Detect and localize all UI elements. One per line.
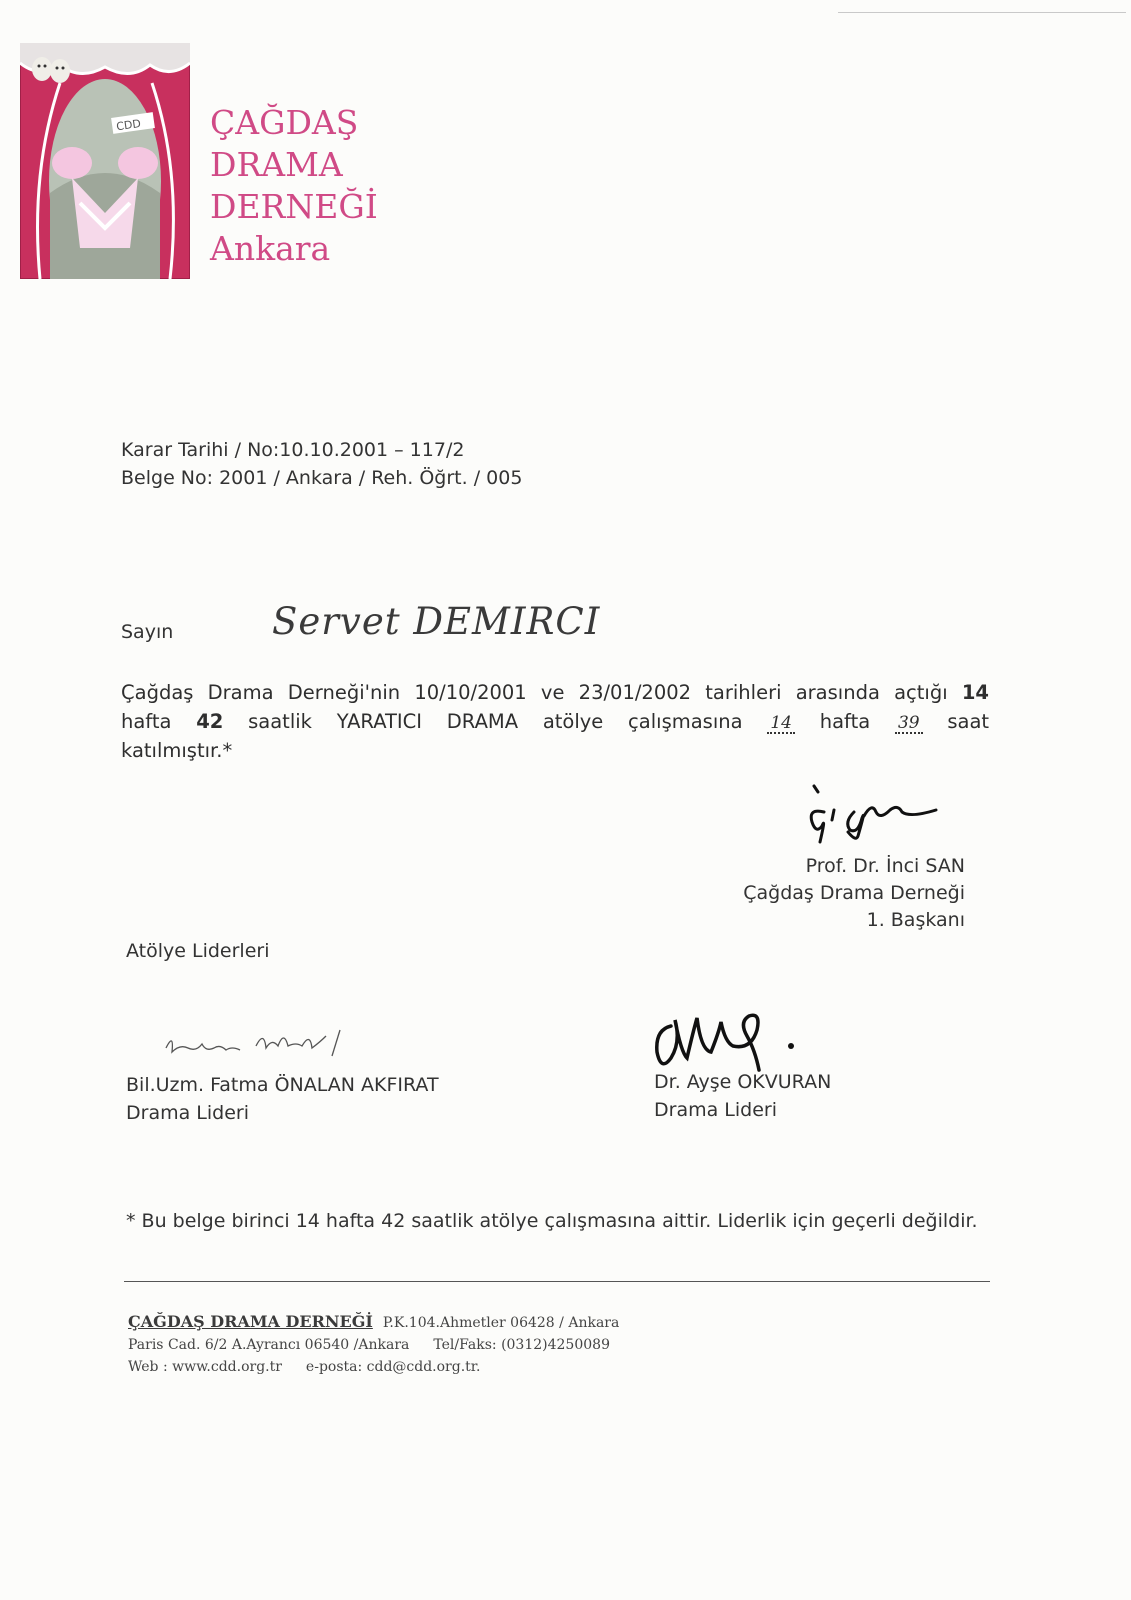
footer-po-box: P.K.104.Ahmetler 06428 / Ankara: [382, 1315, 620, 1331]
body-line-3: katılmıştır.*: [121, 739, 233, 762]
attended-hours-field: 39: [895, 714, 923, 734]
body-line-2: [121, 707, 989, 736]
footer-phone: Tel/Faks: (0312)4250089: [433, 1337, 610, 1353]
leader1-block: [126, 1071, 439, 1127]
leader2-name: Dr. Ayşe OKVURAN: [654, 1071, 832, 1093]
body-line-1-text: Çağdaş Drama Derneği'nin 10/10/2001 ve 23/01/2002 tarihleri arasında açtığı: [121, 681, 948, 704]
hafta-word: hafta: [121, 710, 172, 733]
top-edge-rule: [838, 12, 1126, 13]
footer-email[interactable]: e-posta: cdd@cdd.org.tr.: [305, 1359, 481, 1375]
saat-word: saat: [947, 710, 990, 733]
leader1-signature: [160, 1022, 360, 1062]
hafta-word-2: hafta: [819, 710, 871, 733]
president-block: [743, 853, 965, 934]
attended-weeks-field: 14: [767, 714, 795, 734]
footer-web[interactable]: Web : www.cdd.org.tr: [128, 1359, 282, 1375]
president-signature: [806, 782, 956, 846]
leader1-role: Drama Lideri: [126, 1102, 249, 1124]
president-org: Çağdaş Drama Derneği: [743, 882, 965, 904]
salutation-label: Sayın: [121, 621, 174, 643]
leader2-role: Drama Lideri: [654, 1099, 777, 1121]
footnote: * Bu belge birinci 14 hafta 42 saatlik atölye çalışmasına aittir. Liderlik için geçerli değildir.: [126, 1210, 978, 1232]
footer-org-name: ÇAĞDAŞ DRAMA DERNEĞİ: [128, 1312, 373, 1331]
workshop-leaders-label: Atölye Liderleri: [126, 940, 270, 962]
org-name-line-3: DERNEĞİ: [210, 187, 378, 226]
president-name: Prof. Dr. İnci SAN: [805, 855, 965, 877]
leader2-signature: [655, 1002, 815, 1074]
decision-date-line: Karar Tarihi / No:10.10.2001 – 117/2: [121, 439, 465, 461]
body-line-2-text: saatlik YARATICI DRAMA atölye çalışmasına: [248, 710, 743, 733]
document-number-line: Belge No: 2001 / Ankara / Reh. Öğrt. / 005: [121, 467, 523, 489]
org-city: Ankara: [210, 229, 331, 268]
body-line-1: [121, 678, 989, 707]
leader1-name: Bil.Uzm. Fatma ÖNALAN AKFIRAT: [126, 1074, 439, 1096]
certificate-body: [121, 678, 989, 765]
cdd-logo: [20, 43, 190, 279]
org-name-line-2: DRAMA: [210, 145, 343, 184]
total-hours: 42: [196, 710, 224, 733]
total-weeks: 14: [961, 681, 989, 704]
leader2-block: [654, 1068, 831, 1124]
footer-divider: [124, 1281, 990, 1282]
org-name-line-1: ÇAĞDAŞ: [210, 103, 359, 142]
document-meta: [121, 436, 522, 492]
president-title: 1. Başkanı: [866, 909, 965, 931]
logo-cdd-text: CDD: [115, 116, 142, 134]
footer-address: Paris Cad. 6/2 A.Ayrancı 06540 /Ankara: [128, 1337, 410, 1353]
organization-name: [210, 102, 378, 270]
letterhead-footer: [128, 1311, 619, 1378]
recipient-name: Servet DEMIRCI: [272, 600, 601, 643]
